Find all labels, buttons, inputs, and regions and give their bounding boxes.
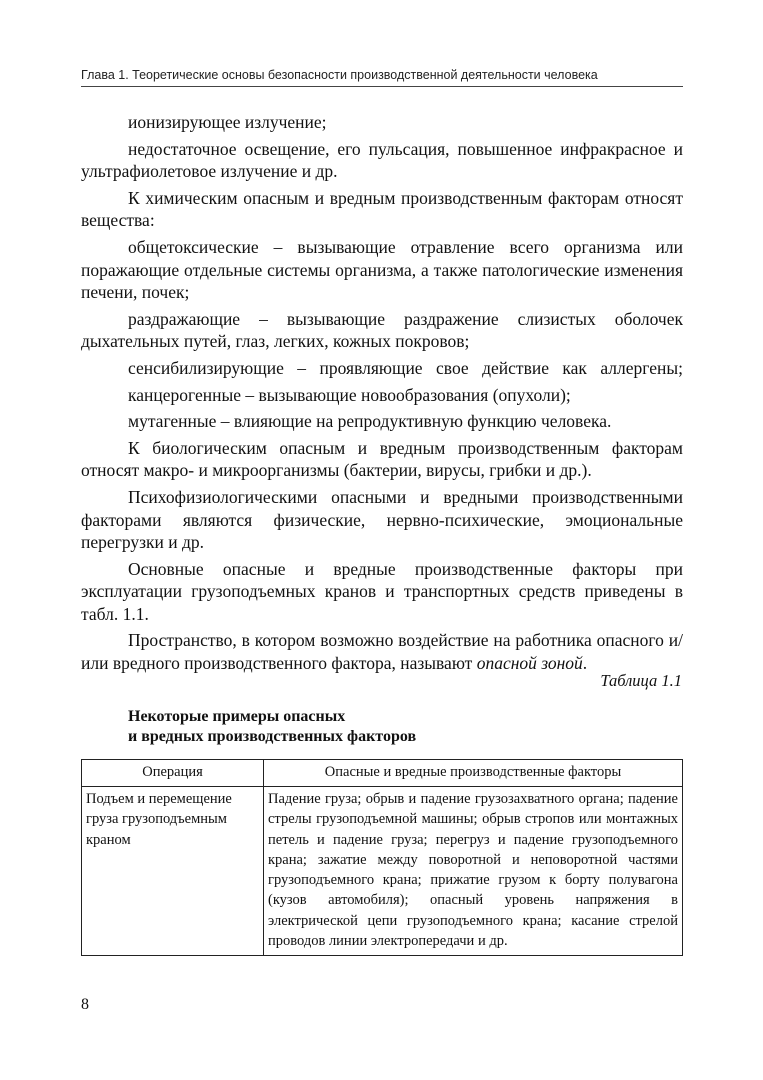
- paragraph-text: Пространство, в котором возможно воздействие на работника опасного и/или вредного производственного фактора, называют: [81, 630, 683, 674]
- running-header: Глава 1. Теоретические основы безопасности производственной деятельности человека: [81, 68, 683, 87]
- table-row: [82, 787, 683, 956]
- body-text: [81, 111, 683, 679]
- page-number: 8: [81, 996, 89, 1013]
- paragraph: недостаточное освещение, его пульсация, повышенное инфракрасное и ультрафиолетовое излучение и др.: [81, 138, 683, 182]
- column-header-factors: Опасные и вредные производственные факторы: [264, 760, 683, 787]
- cell-factors: Падение груза; обрыв и падение грузозахватного органа; падение стрелы грузоподъемной машины; обрыв стропов или монтажных петель и падение груза; перегруз и падение грузоподъемного крана; зажатие между поворотной и неповоротной частями грузоподъемного крана; прижатие грузом к борту полувагона (кузов автомобиля); опасный уровень напряжения в электрической цепи грузоподъемного крана; касание стрелой проводов линии электропередачи и др.: [264, 787, 683, 956]
- paragraph: сенсибилизирующие – проявляющие свое действие как аллергены;: [128, 357, 683, 378]
- paragraph: ионизирующее излучение;: [128, 112, 327, 132]
- paragraph: раздражающие – вызывающие раздражение слизистых оболочек дыхательных путей, глаз, легких, кожных покровов;: [81, 308, 683, 352]
- paragraph: Психофизиологическими опасными и вредными производственными факторами являются физические, нервно-психические, эмоциональные перегрузки и др.: [81, 486, 683, 553]
- paragraph-text: .: [582, 653, 588, 674]
- paragraph: [81, 629, 683, 674]
- paragraph: Основные опасные и вредные производственные факторы при эксплуатации грузоподъемных кранов и транспортных средств приведены в табл. 1.1.: [81, 558, 683, 624]
- cell-operation: Подъем и перемещение груза грузоподъемным краном: [82, 787, 264, 956]
- paragraph: К химическим опасным и вредным производственным факторам относят вещества:: [81, 187, 683, 231]
- table-title-line: Некоторые примеры опасных: [128, 708, 346, 725]
- table-caption: Таблица 1.1: [600, 671, 682, 690]
- paragraph: мутагенные – влияющие на репродуктивную функцию человека.: [128, 411, 612, 432]
- paragraph: К биологическим опасным и вредным производственным факторам относят макро- и микроорганизмы (бактерии, вирусы, грибки и др.).: [81, 437, 683, 481]
- column-header-operation: Операция: [82, 760, 264, 787]
- table-title-line: и вредных производственных факторов: [128, 728, 417, 745]
- table-title: [128, 707, 416, 747]
- emphasis-term: опасной зоной: [476, 653, 583, 674]
- paragraph: общетоксические – вызывающие отравление всего организма или поражающие отдельные системы организма, а также патологические изменения печени, почек;: [81, 236, 683, 303]
- table-header-row: [82, 760, 683, 787]
- hazard-factors-table: [81, 759, 683, 956]
- paragraph: канцерогенные – вызывающие новообразования (опухоли);: [128, 384, 571, 405]
